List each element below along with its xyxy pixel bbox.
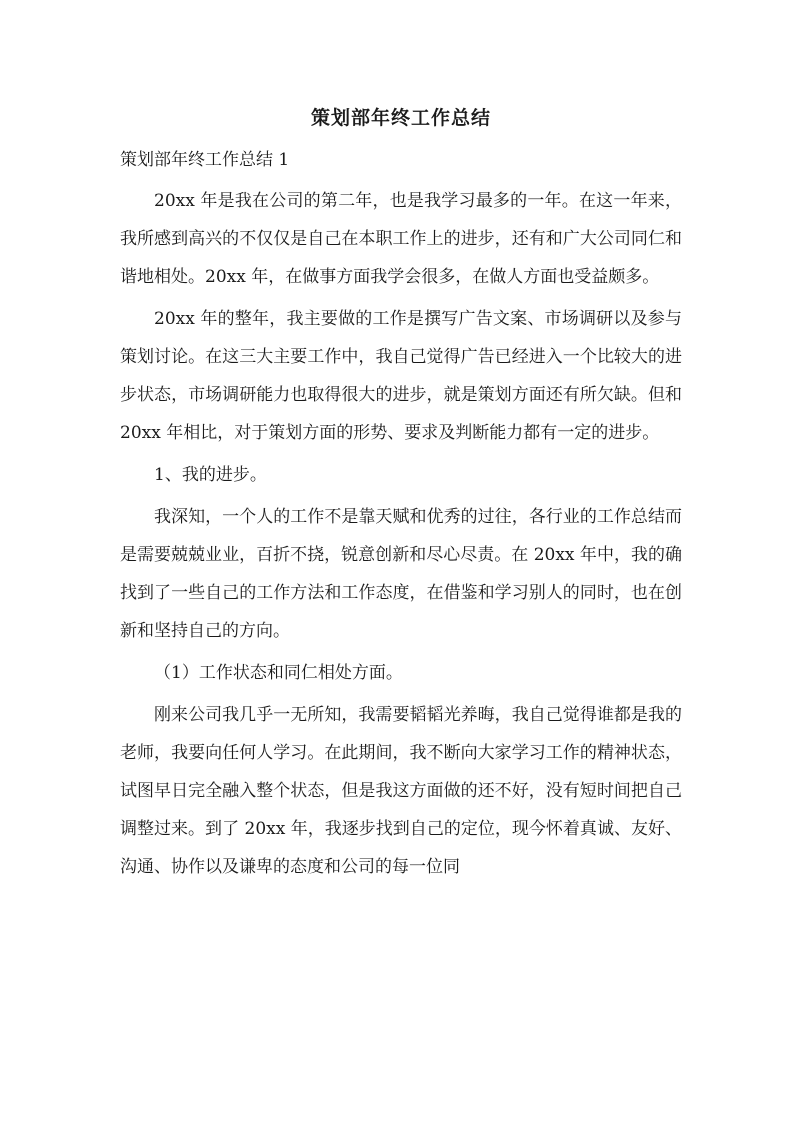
paragraph-1: 20xx 年是我在公司的第二年，也是我学习最多的一年。在这一年来，我所感到高兴的不仅仅是自己在本职工作上的进步，还有和广大公司同仁和谐地相处。20xx 年，在做事方面我学会很多，在做人方面也受益颇多。 xyxy=(120,191,682,287)
subsection-heading-work-state: （1）工作状态和同仁相处方面。 xyxy=(154,663,403,683)
document-title: 策划部年终工作总结 xyxy=(310,107,491,129)
document-subtitle: 策划部年终工作总结 1 xyxy=(120,150,290,170)
paragraph-3: 我深知，一个人的工作不是靠天赋和优秀的过往，各行业的工作总结而是需要兢兢业业，百折不挠，锐意创新和尽心尽责。在 20xx 年中，我的确找到了一些自己的工作方法和工作态度，在借鉴和学习别人的同时，也在创新和坚持自己的方向。 xyxy=(120,507,682,641)
paragraph-2: 20xx 年的整年，我主要做的工作是撰写广告文案、市场调研以及参与策划讨论。在这三大主要工作中，我自己觉得广告已经进入一个比较大的进步状态，市场调研能力也取得很大的进步，就是策划方面还有所欠缺。但和 20xx 年相比，对于策划方面的形势、要求及判断能力都有一定的进步。 xyxy=(120,309,682,443)
paragraph-4: 刚来公司我几乎一无所知，我需要韬韬光养晦，我自己觉得谁都是我的老师，我要向任何人学习。在此期间，我不断向大家学习工作的精神状态，试图早日完全融入整个状态，但是我这方面做的还不好，没有短时间把自己调整过来。到了 20xx 年，我逐步找到自己的定位，现今怀着真诚、友好、沟通、协作以及谦卑的态度和公司的每一位同 xyxy=(120,705,682,877)
section-heading-progress: 1、我的进步。 xyxy=(154,465,267,485)
